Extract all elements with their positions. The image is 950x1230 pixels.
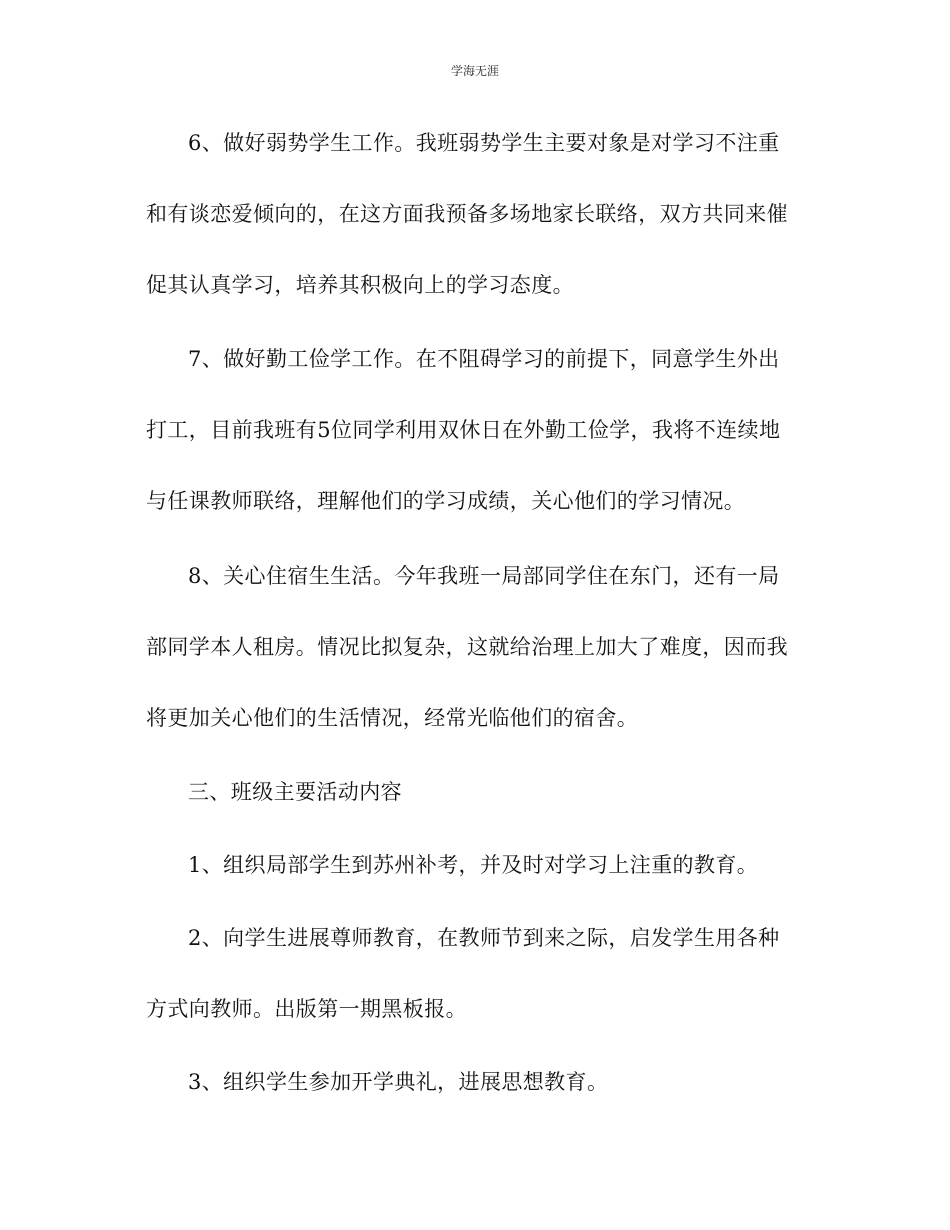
activity-item-3: 3、组织学生参加开学典礼，进展思想教育。 bbox=[188, 1070, 609, 1094]
paragraph-item-6-line-1: 6、做好弱势学生工作。我班弱势学生主要对象是对学习不注重 bbox=[188, 131, 780, 155]
paragraph-item-6-line-3: 促其认真学习，培养其积极向上的学习态度。 bbox=[146, 273, 574, 297]
activity-item-1: 1、组织局部学生到苏州补考，并及时对学习上注重的教育。 bbox=[188, 853, 759, 877]
section-heading: 三、班级主要活动内容 bbox=[188, 780, 402, 804]
paragraph-item-8-line-3: 将更加关心他们的生活情况，经常光临他们的宿舍。 bbox=[146, 706, 639, 730]
paragraph-item-7-line-2: 打工，目前我班有5位同学利用双休日在外勤工俭学，我将不连续地 bbox=[146, 418, 781, 442]
paragraph-item-8-line-1: 8、关心住宿生生活。今年我班一局部同学住在东门，还有一局 bbox=[188, 564, 780, 588]
activity-item-2-line-2: 方式向教师。出版第一期黑板报。 bbox=[146, 997, 467, 1021]
paragraph-item-6-line-2: 和有谈恋爱倾向的，在这方面我预备多场地家长联络，双方共同来催 bbox=[146, 202, 788, 226]
paragraph-item-7-line-1: 7、做好勤工俭学工作。在不阻碍学习的前提下，同意学生外出 bbox=[188, 347, 780, 371]
page-header: 学海无涯 bbox=[450, 64, 499, 78]
paragraph-item-7-line-3: 与任课教师联络，理解他们的学习成绩，关心他们的学习情况。 bbox=[146, 489, 746, 513]
paragraph-item-8-line-2: 部同学本人租房。情况比拟复杂，这就给治理上加大了难度，因而我 bbox=[146, 635, 788, 659]
activity-item-2-line-1: 2、向学生进展尊师教育，在教师节到来之际，启发学生用各种 bbox=[188, 926, 780, 950]
